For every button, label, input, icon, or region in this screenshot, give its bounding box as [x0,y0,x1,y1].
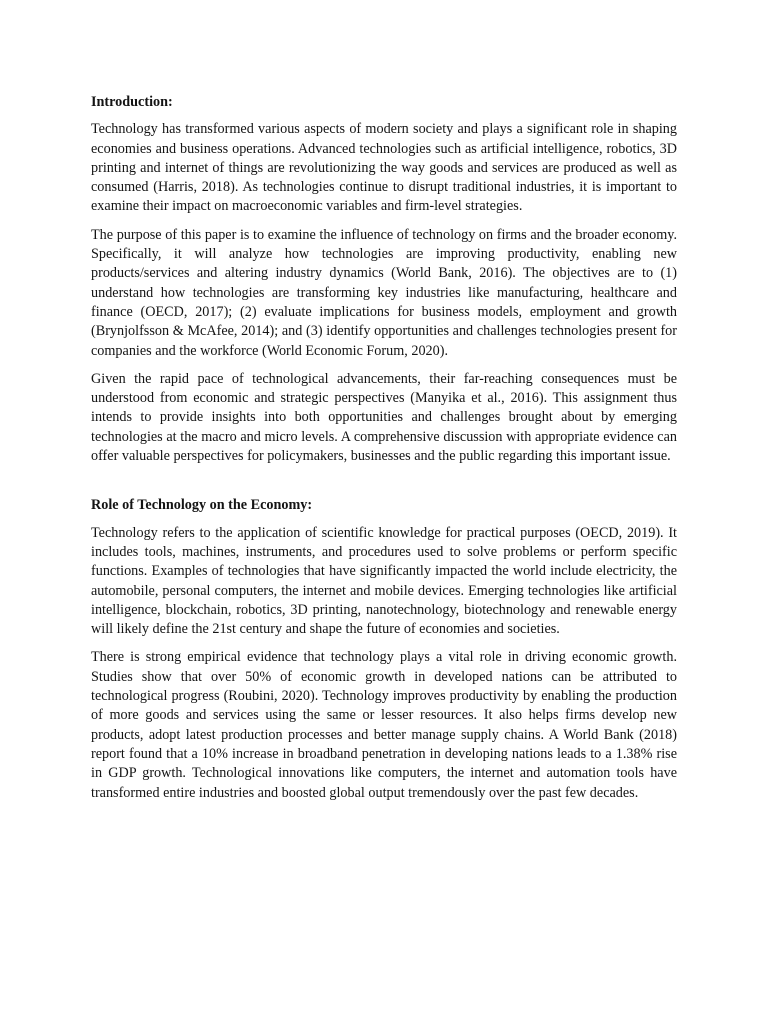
section-role-of-technology [91,496,677,802]
paragraph: Given the rapid pace of technological advancements, their far-reaching consequences must be understood from economic and strategic perspectives (Manyika et al., 2016). This assignment thus intends to provide insights into both opportunities and challenges brought about by emerging technologies at the macro and micro levels. A comprehensive discussion with appropriate evidence can offer valuable perspectives for policymakers, businesses and the public regarding this important issue. [91,370,677,465]
paragraph: Technology refers to the application of scientific knowledge for practical purposes (OECD, 2019). It includes tools, machines, instruments, and procedures used to solve problems or perform specific functions. Examples of technologies that have significantly impacted the world include electricity, the automobile, personal computers, the internet and mobile devices. Emerging technologies like artificial intelligence, blockchain, robotics, 3D printing, nanotechnology, biotechnology and renewable energy will likely define the 21st century and shape the future of economies and societies. [91,524,677,638]
paragraph: There is strong empirical evidence that technology plays a vital role in driving economic growth. Studies show that over 50% of economic growth in developed nations can be attributed to technological progress (Roubini, 2020). Technology improves productivity by enabling the production of more goods and services using the same or lesser resources. It also helps firms develop new products, adopt latest production processes and better manage supply chains. A World Bank (2018) report found that a 10% increase in broadband penetration in developing nations leads to a 1.38% rise in GDP growth. Technological innovations like computers, the internet and automation tools have transformed entire industries and boosted global output tremendously over the past few decades. [91,649,677,801]
section-heading: Introduction: [91,94,173,110]
paragraph: Technology has transformed various aspects of modern society and plays a significant role in shaping economies and business operations. Advanced technologies such as artificial intelligence, robotics, 3D printing and internet of things are revolutionizing the way goods and services are produced as well as consumed (Harris, 2018). As technologies continue to disrupt traditional industries, it is important to examine their impact on macroeconomic variables and firm-level strategies. [91,121,677,215]
paragraph: The purpose of this paper is to examine the influence of technology on firms and the broader economy. Specifically, it will analyze how technologies are improving productivity, enabling new products/services and altering industry dynamics (World Bank, 2016). The objectives are to (1) understand how technologies are transforming key industries like manufacturing, healthcare and finance (OECD, 2017); (2) evaluate implications for business models, employment and growth (Brynjolfsson & McAfee, 2014); and (3) identify opportunities and challenges technologies present for companies and the workforce (World Economic Forum, 2020). [91,226,677,359]
document-body [91,93,677,803]
section-heading: Role of Technology on the Economy: [91,497,313,514]
section-introduction [91,93,677,466]
